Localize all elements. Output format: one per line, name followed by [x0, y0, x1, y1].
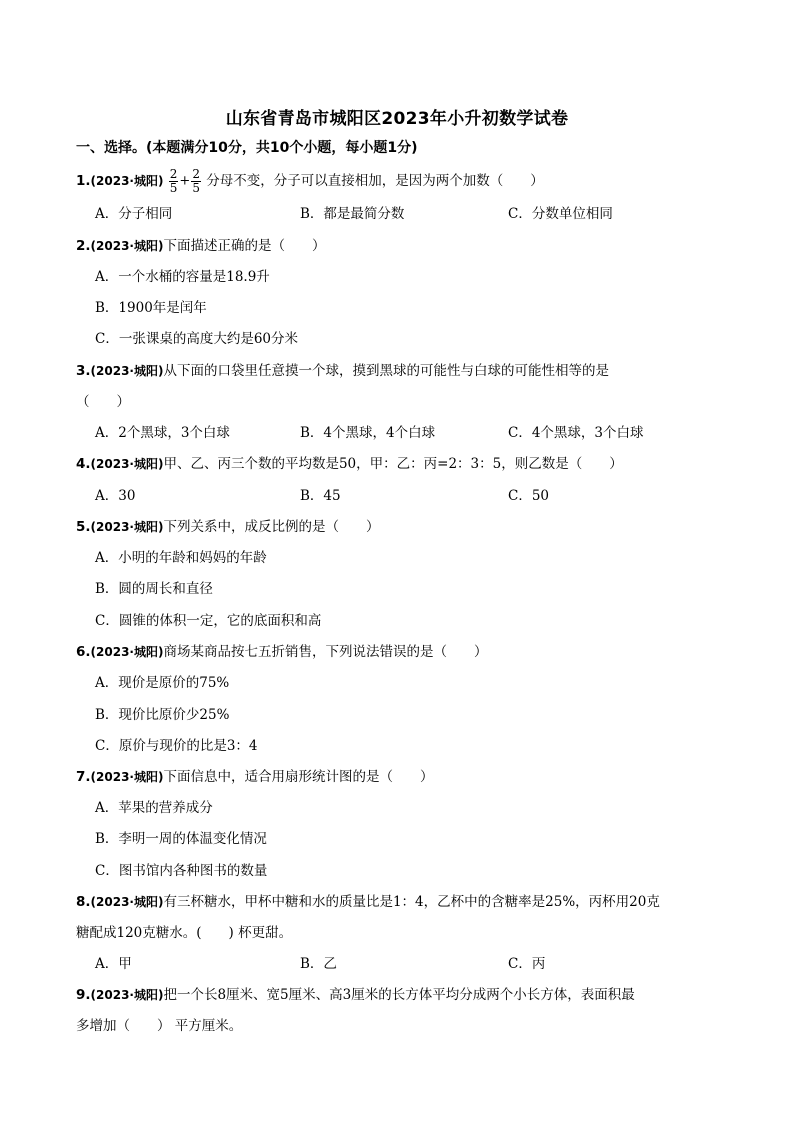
question-number: 7. [76, 769, 91, 785]
question-number: 1. [76, 173, 91, 189]
option-a[interactable]: A．苹果的营养成分 [95, 800, 213, 816]
question-source: (2023·城阳) [90, 457, 164, 471]
option-a[interactable]: A．30 [95, 488, 136, 504]
option-a[interactable]: A．2个黑球，3个白球 [95, 425, 230, 441]
question-source: (2023·城阳) [90, 239, 164, 253]
question-text: 把一个长8厘米、宽5厘米、高3厘米的长方体平均分成两个小长方体，表面积最 [163, 987, 635, 1003]
option-c[interactable]: C．原价与现价的比是3：4 [95, 738, 258, 754]
question-text: 从下面的口袋里任意摸一个球，摸到黑球的可能性与白球的可能性相等的是 [163, 363, 609, 379]
question-5 [76, 518, 379, 536]
question-text: 分母不变，分子可以直接相加，是因为两个加数（ ） [206, 173, 544, 189]
page-title: 山东省青岛市城阳区2023年小升初数学试卷 [225, 109, 569, 129]
question-9 [76, 986, 635, 1004]
question-text: 有三杯糖水，甲杯中糖和水的质量比是1：4，乙杯中的含糖率是25%，丙杯用20克 [163, 894, 660, 910]
question-8 [76, 893, 660, 911]
question-number: 2. [76, 238, 91, 254]
question-text: 商场某商品按七五折销售，下列说法错误的是（ ） [163, 644, 488, 660]
fraction: $\frac{2}{5}$ [192, 167, 200, 195]
question-4 [76, 455, 623, 473]
option-b[interactable]: B．圆的周长和直径 [95, 581, 213, 597]
fraction: $\frac{2}{5}$ [169, 167, 178, 195]
option-c[interactable]: C．丙 [508, 956, 546, 972]
option-c[interactable]: C．一张课桌的高度大约是60分米 [95, 331, 299, 347]
option-a[interactable]: A．甲 [95, 956, 132, 972]
option-c[interactable]: C．分数单位相同 [508, 206, 613, 222]
question-3 [76, 362, 609, 380]
option-b[interactable]: B．李明一周的体温变化情况 [95, 831, 267, 847]
question-source: (2023·城阳) [90, 988, 164, 1002]
option-a[interactable]: A．一个水桶的容量是18.9升 [95, 269, 270, 285]
question-number: 5. [76, 519, 91, 535]
option-b[interactable]: B．现价比原价少25% [95, 707, 230, 723]
option-c[interactable]: C．4个黑球，3个白球 [508, 425, 644, 441]
option-b[interactable]: B．4个黑球，4个白球 [300, 425, 436, 441]
question-source: (2023·城阳) [90, 520, 164, 534]
question-source: (2023·城阳) [90, 174, 164, 188]
section-heading: 一、选择。(本题满分10分，共10个小题，每小题1分) [76, 140, 418, 156]
question-source: (2023·城阳) [90, 770, 164, 784]
question-number: 9. [76, 987, 91, 1003]
question-8-continued: 糖配成120克糖水。( ) 杯更甜。 [76, 925, 293, 941]
question-number: 3. [76, 363, 91, 379]
option-a[interactable]: A．现价是原价的75% [95, 675, 230, 691]
option-a[interactable]: A．分子相同 [95, 206, 173, 222]
option-c[interactable]: C．圆锥的体积一定，它的底面积和高 [95, 613, 322, 629]
question-6 [76, 643, 487, 661]
question-3-continued: （ ） [76, 394, 130, 410]
question-1: 1.(2023·城阳) $\frac{2}{5}$ + $\frac{2}{5}$ 分母不变，分子可以直接相加，是因为两个加数（ ） [76, 167, 544, 195]
option-c[interactable]: C．图书馆内各种图书的数量 [95, 863, 268, 879]
option-b[interactable]: B．乙 [300, 956, 337, 972]
question-text: 下面信息中，适合用扇形统计图的是（ ） [163, 769, 434, 785]
question-number: 8. [76, 894, 91, 910]
option-b[interactable]: B．都是最简分数 [300, 206, 405, 222]
question-text: 甲、乙、丙三个数的平均数是50，甲：乙：丙=2：3：5，则乙数是（ ） [163, 456, 623, 472]
question-source: (2023·城阳) [90, 895, 164, 909]
question-text: 下列关系中，成反比例的是（ ） [163, 519, 380, 535]
question-source: (2023·城阳) [90, 645, 164, 659]
option-a[interactable]: A．小明的年龄和妈妈的年龄 [95, 550, 267, 566]
question-9-continued: 多增加（ ） 平方厘米。 [76, 1018, 243, 1034]
question-number: 6. [76, 644, 91, 660]
option-b[interactable]: B．45 [300, 488, 341, 504]
question-2 [76, 237, 325, 255]
option-c[interactable]: C．50 [508, 488, 550, 504]
question-7 [76, 768, 433, 786]
option-b[interactable]: B．1900年是闰年 [95, 300, 207, 316]
question-number: 4. [76, 456, 91, 472]
question-source: (2023·城阳) [90, 364, 164, 378]
question-text: 下面描述正确的是（ ） [163, 238, 326, 254]
